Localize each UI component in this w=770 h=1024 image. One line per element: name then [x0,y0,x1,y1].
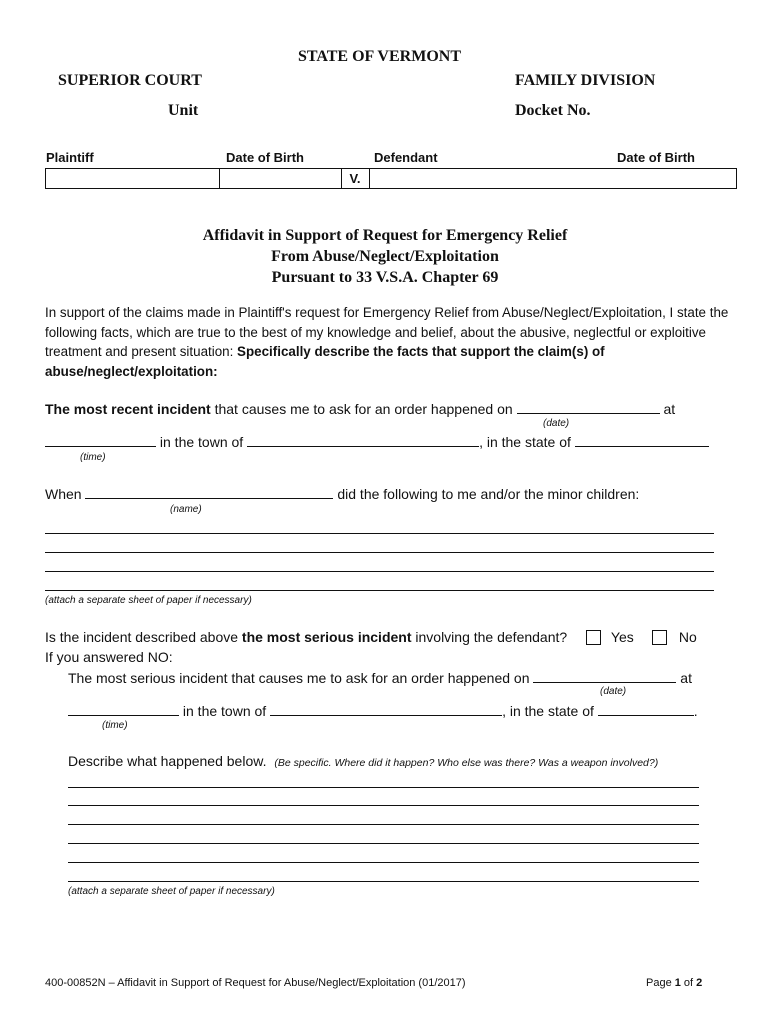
serious-incident-text: The most serious incident that causes me to ask for an order happened on [68,670,530,686]
versus-cell: V. [341,169,370,188]
serious-description-line[interactable] [68,843,699,844]
description-line[interactable] [45,571,714,572]
form-number: 400-00852N – Affidavit in Support of Request for Abuse/Neglect/Exploitation (01/2017) [45,977,466,989]
no-option[interactable] [652,629,697,645]
serious-description-line[interactable] [68,862,699,863]
yes-label: Yes [610,629,634,645]
serious-town-field[interactable] [270,701,502,716]
serious-question-bold: the most serious incident [241,629,412,645]
serious-state-label: , in the state of [502,703,594,719]
describe-label: Describe what happened below. [68,753,267,769]
state-heading: STATE OF VERMONT [298,48,461,65]
when-line [45,484,639,502]
recent-incident-bold: The most recent incident [45,401,211,417]
title-line-3: Pursuant to 33 V.S.A. Chapter 69 [271,269,499,286]
yes-option[interactable] [586,629,634,645]
division-heading: FAMILY DIVISION [515,72,656,89]
recent-date-hint: (date) [543,418,570,429]
serious-description-line[interactable] [68,805,699,806]
when-name-hint: (name) [170,504,202,515]
recent-state-label: , in the state of [479,434,571,450]
describe-hint: (Be specific. Where did it happen? Who else was there? Was a weapon involved?) [274,757,659,769]
recent-town-label: in the town of [159,434,244,450]
serious-description-line[interactable] [68,824,699,825]
serious-description-line[interactable] [68,787,699,788]
serious-at: at [680,670,692,686]
defendant-field[interactable] [369,169,736,188]
recent-at: at [663,401,676,417]
plaintiff-dob-field[interactable] [219,169,342,188]
when-name-field[interactable] [85,484,333,499]
page-prefix: Page [646,977,675,989]
serious-description-line[interactable] [68,881,699,882]
recent-town-field[interactable] [247,432,479,447]
plaintiff-dob-label: Date of Birth [226,150,304,165]
serious-time-hint: (time) [102,720,128,731]
recent-state-field[interactable] [575,432,709,447]
no-label: No [678,629,697,645]
page-of: of [680,977,697,989]
intro-text: In support of the claims made in Plaintiff's request for Emergency Relief from Abuse/Neglect/Exploitation, I state the following facts, which are true to the best of my knowledge and belief, about the abusive, neglectful or exploitive treatment and present situation: [45,305,729,359]
serious-time-field[interactable] [68,701,179,716]
defendant-dob-label: Date of Birth [617,150,695,165]
when-text: did the following to me and/or the minor children: [337,486,640,502]
page-total: 2 [696,977,703,989]
recent-time-hint: (time) [80,452,106,463]
unit-label: Unit [168,102,199,119]
describe-line [68,753,658,769]
recent-location-line [45,432,709,450]
serious-date-hint: (date) [600,686,627,697]
serious-question-pre: Is the incident described above [45,629,242,645]
serious-question [45,629,567,645]
description-line[interactable] [45,590,714,591]
plaintiff-label: Plaintiff [46,150,94,165]
serious-incident-line [68,668,692,686]
serious-period: . [693,703,698,719]
court-heading: SUPERIOR COURT [58,72,202,89]
serious-state-field[interactable] [598,701,694,716]
recent-time-field[interactable] [45,432,156,447]
yes-checkbox[interactable] [586,630,601,645]
description-line[interactable] [45,533,714,534]
title-line-1: Affidavit in Support of Request for Emergency Relief [202,227,568,244]
page-number: 1 [674,977,681,989]
no-checkbox[interactable] [652,630,667,645]
plaintiff-field[interactable] [46,169,220,188]
page-indicator [646,977,702,989]
serious-date-field[interactable] [533,668,676,683]
description-line[interactable] [45,552,714,553]
attach-note-2: (attach a separate sheet of paper if necessary) [68,886,275,897]
serious-town-label: in the town of [182,703,267,719]
recent-incident-line [45,399,675,417]
docket-label: Docket No. [515,102,591,119]
title-line-2: From Abuse/Neglect/Exploitation [271,248,499,265]
when-label: When [45,486,82,502]
intro-instruction: Specifically describe the facts that support the claim(s) of abuse/neglect/exploitation: [45,344,605,379]
recent-incident-text: that causes me to ask for an order happened on [210,401,513,417]
recent-date-field[interactable] [517,399,660,414]
party-table [45,168,737,189]
intro-paragraph [45,303,735,381]
serious-location-line [68,701,698,719]
defendant-label: Defendant [374,150,438,165]
attach-note-1: (attach a separate sheet of paper if necessary) [45,595,252,606]
serious-question-post: involving the defendant? [411,629,568,645]
if-no-label: If you answered NO: [45,649,173,665]
